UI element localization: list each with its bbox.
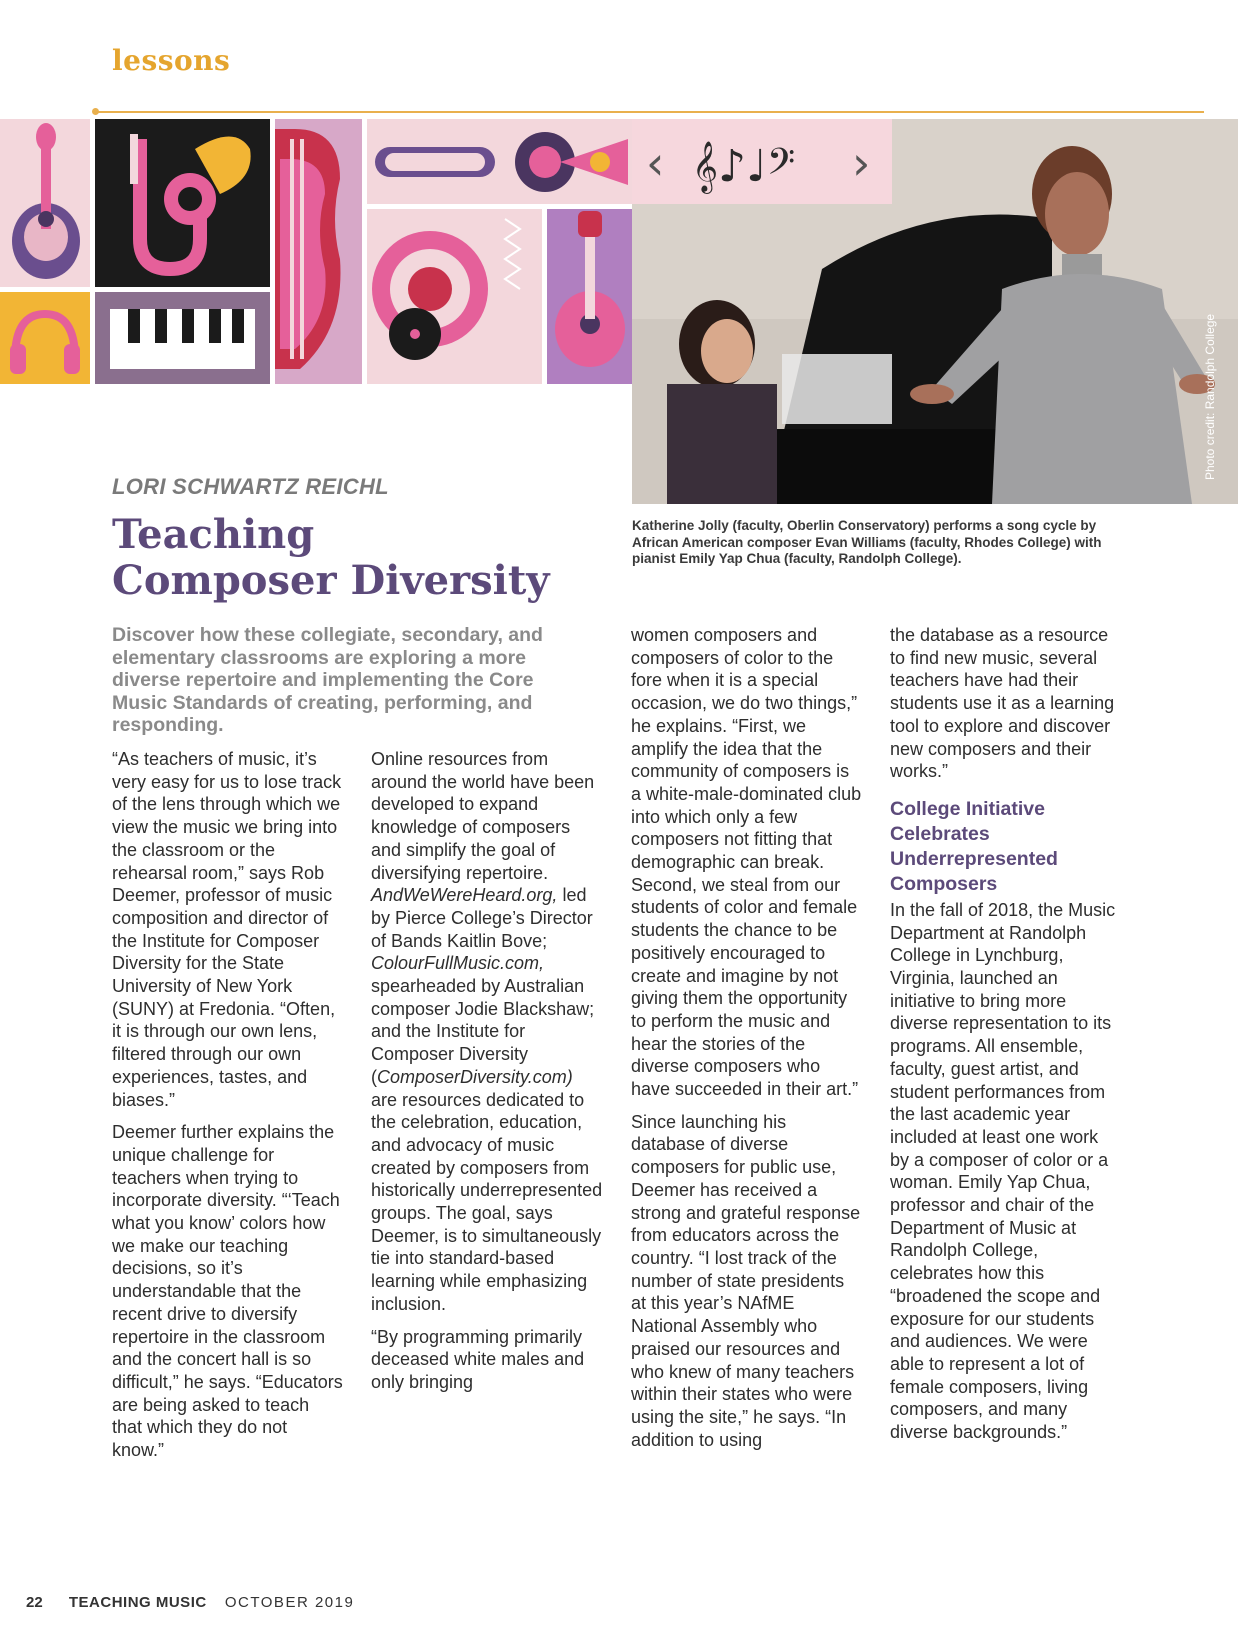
svg-text:›: › [852,136,871,190]
text-column-1 [112,748,344,1472]
paragraph: the database as a resource to find new music, several teachers have had their students use it as a learning tool to explore and discover new composers and their works.” [890,625,1115,782]
author-byline: LORI SCHWARTZ REICHL [112,474,389,499]
paragraph: women composers and composers of color to the fore when it is a special occasion, we do two things,” he explains. “First, we amplify the idea that the community of composers is a white-male-dominated club into which only a few composers not fitting that demographic can break. Second, we steal from our students of color and female students the chance to be positively encouraged to create and imagine by not giving them the opportunity to perform the music and hear the stories of the diverse composers who have succeeded in their art.” [631,625,862,1100]
article-deck: Discover how these collegiate, secondary, and elementary classrooms are exploring a more diverse repertoire and implementing the Core Music Standards of creating, performing, and responding. [112,624,543,736]
header-rule [94,111,1204,113]
text-column-4 [890,624,1122,1454]
photo-caption: Katherine Jolly (faculty, Oberlin Conservatory) performs a song cycle by African American composer Evan Williams (faculty, Rhodes College) with pianist Emily Yap Chua (faculty, Randolph College). [632,518,1102,566]
paragraph: “As teachers of music, it’s very easy for us to lose track of the lens through which we view the music we bring into the classroom or the rehearsal room,” says Rob Deemer, professor of music composition and director of the Institute for Composer Diversity for the State University of New York (SUNY) at Fredonia. “Often, it is through our own lens, filtered through our own experiences, tastes, and biases.” [112,749,342,1110]
section-label: lessons [112,44,231,77]
article-title: Teaching Composer Diversity [112,511,550,604]
text-column-2 [371,748,603,1404]
paragraph: Deemer further explains the unique challenge for teachers when trying to incorporate diversity. “‘Teach what you know’ colors how we make our teaching decisions, so it’s understandable that the recent drive to diversify repertoire in the classroom and the concert hall is so difficult,” he says. “Educators are being asked to teach that which they do not know.” [112,1122,343,1461]
paragraph: “By programming primarily deceased white males and only bringing [371,1326,585,1392]
music-illustration [0,119,632,384]
page-footer [26,1594,354,1611]
page-number: 22 [26,1594,43,1611]
paragraph: Online resources from around the world have been developed to expand knowledge of composers and simplify the goal of diversifying repertoire. AndWeWereHeard.org, led by Pierce College’s Director of Bands Kaitlin Bove; ColourFullMusic.com, spearheaded by Australian composer Jodie Blackshaw; and the Institute for Composer Diversity (ComposerDiversity.com) are resources dedicated to the celebration, education, and advocacy of music created by composers from historically underrepresented groups. The goal, says Deemer, is to simultaneously tie into standard-based learning while emphasizing inclusion. [371,749,603,1314]
photo-credit: Photo credit: Randolph College [1203,313,1217,480]
resource-link: ComposerDiversity.com) [377,1066,573,1087]
resource-link: AndWeWereHeard.org, [371,885,558,906]
issue-date: OCTOBER 2019 [224,1594,355,1611]
magazine-name: TEACHING MUSIC [68,1594,207,1611]
svg-text:𝄞♪♩𝄢: 𝄞♪♩𝄢 [692,141,796,192]
text-column-3 [631,624,863,1461]
resource-link: ColourFullMusic.com, [371,953,545,974]
performance-photo [632,119,1238,504]
paragraph: In the fall of 2018, the Music Department at Randolph College in Lynchburg, Virginia, launched an initiative to bring more diverse representation to its programs. All ensemble, faculty, guest artist, and student performances from the last academic year included at least one work by a composer of color or a woman. Emily Yap Chua, professor and chair of the Department of Music at Randolph College, celebrates how this “broadened the scope and exposure for our students and audiences. We were able to represent a lot of female composers, living composers, and many diverse backgrounds.” [890,899,1116,1443]
section-subhead: College Initiative Celebrates Underrepresented Composers [890,797,1058,895]
paragraph: Since launching his database of diverse composers for public use, Deemer has received a strong and grateful response from educators across the country. “I lost track of the number of state presidents at this year’s NAfME National Assembly who praised our resources and who knew of many teachers within their states who were using the site,” he says. “In addition to using [631,1111,861,1450]
svg-text:‹: ‹ [646,136,665,190]
